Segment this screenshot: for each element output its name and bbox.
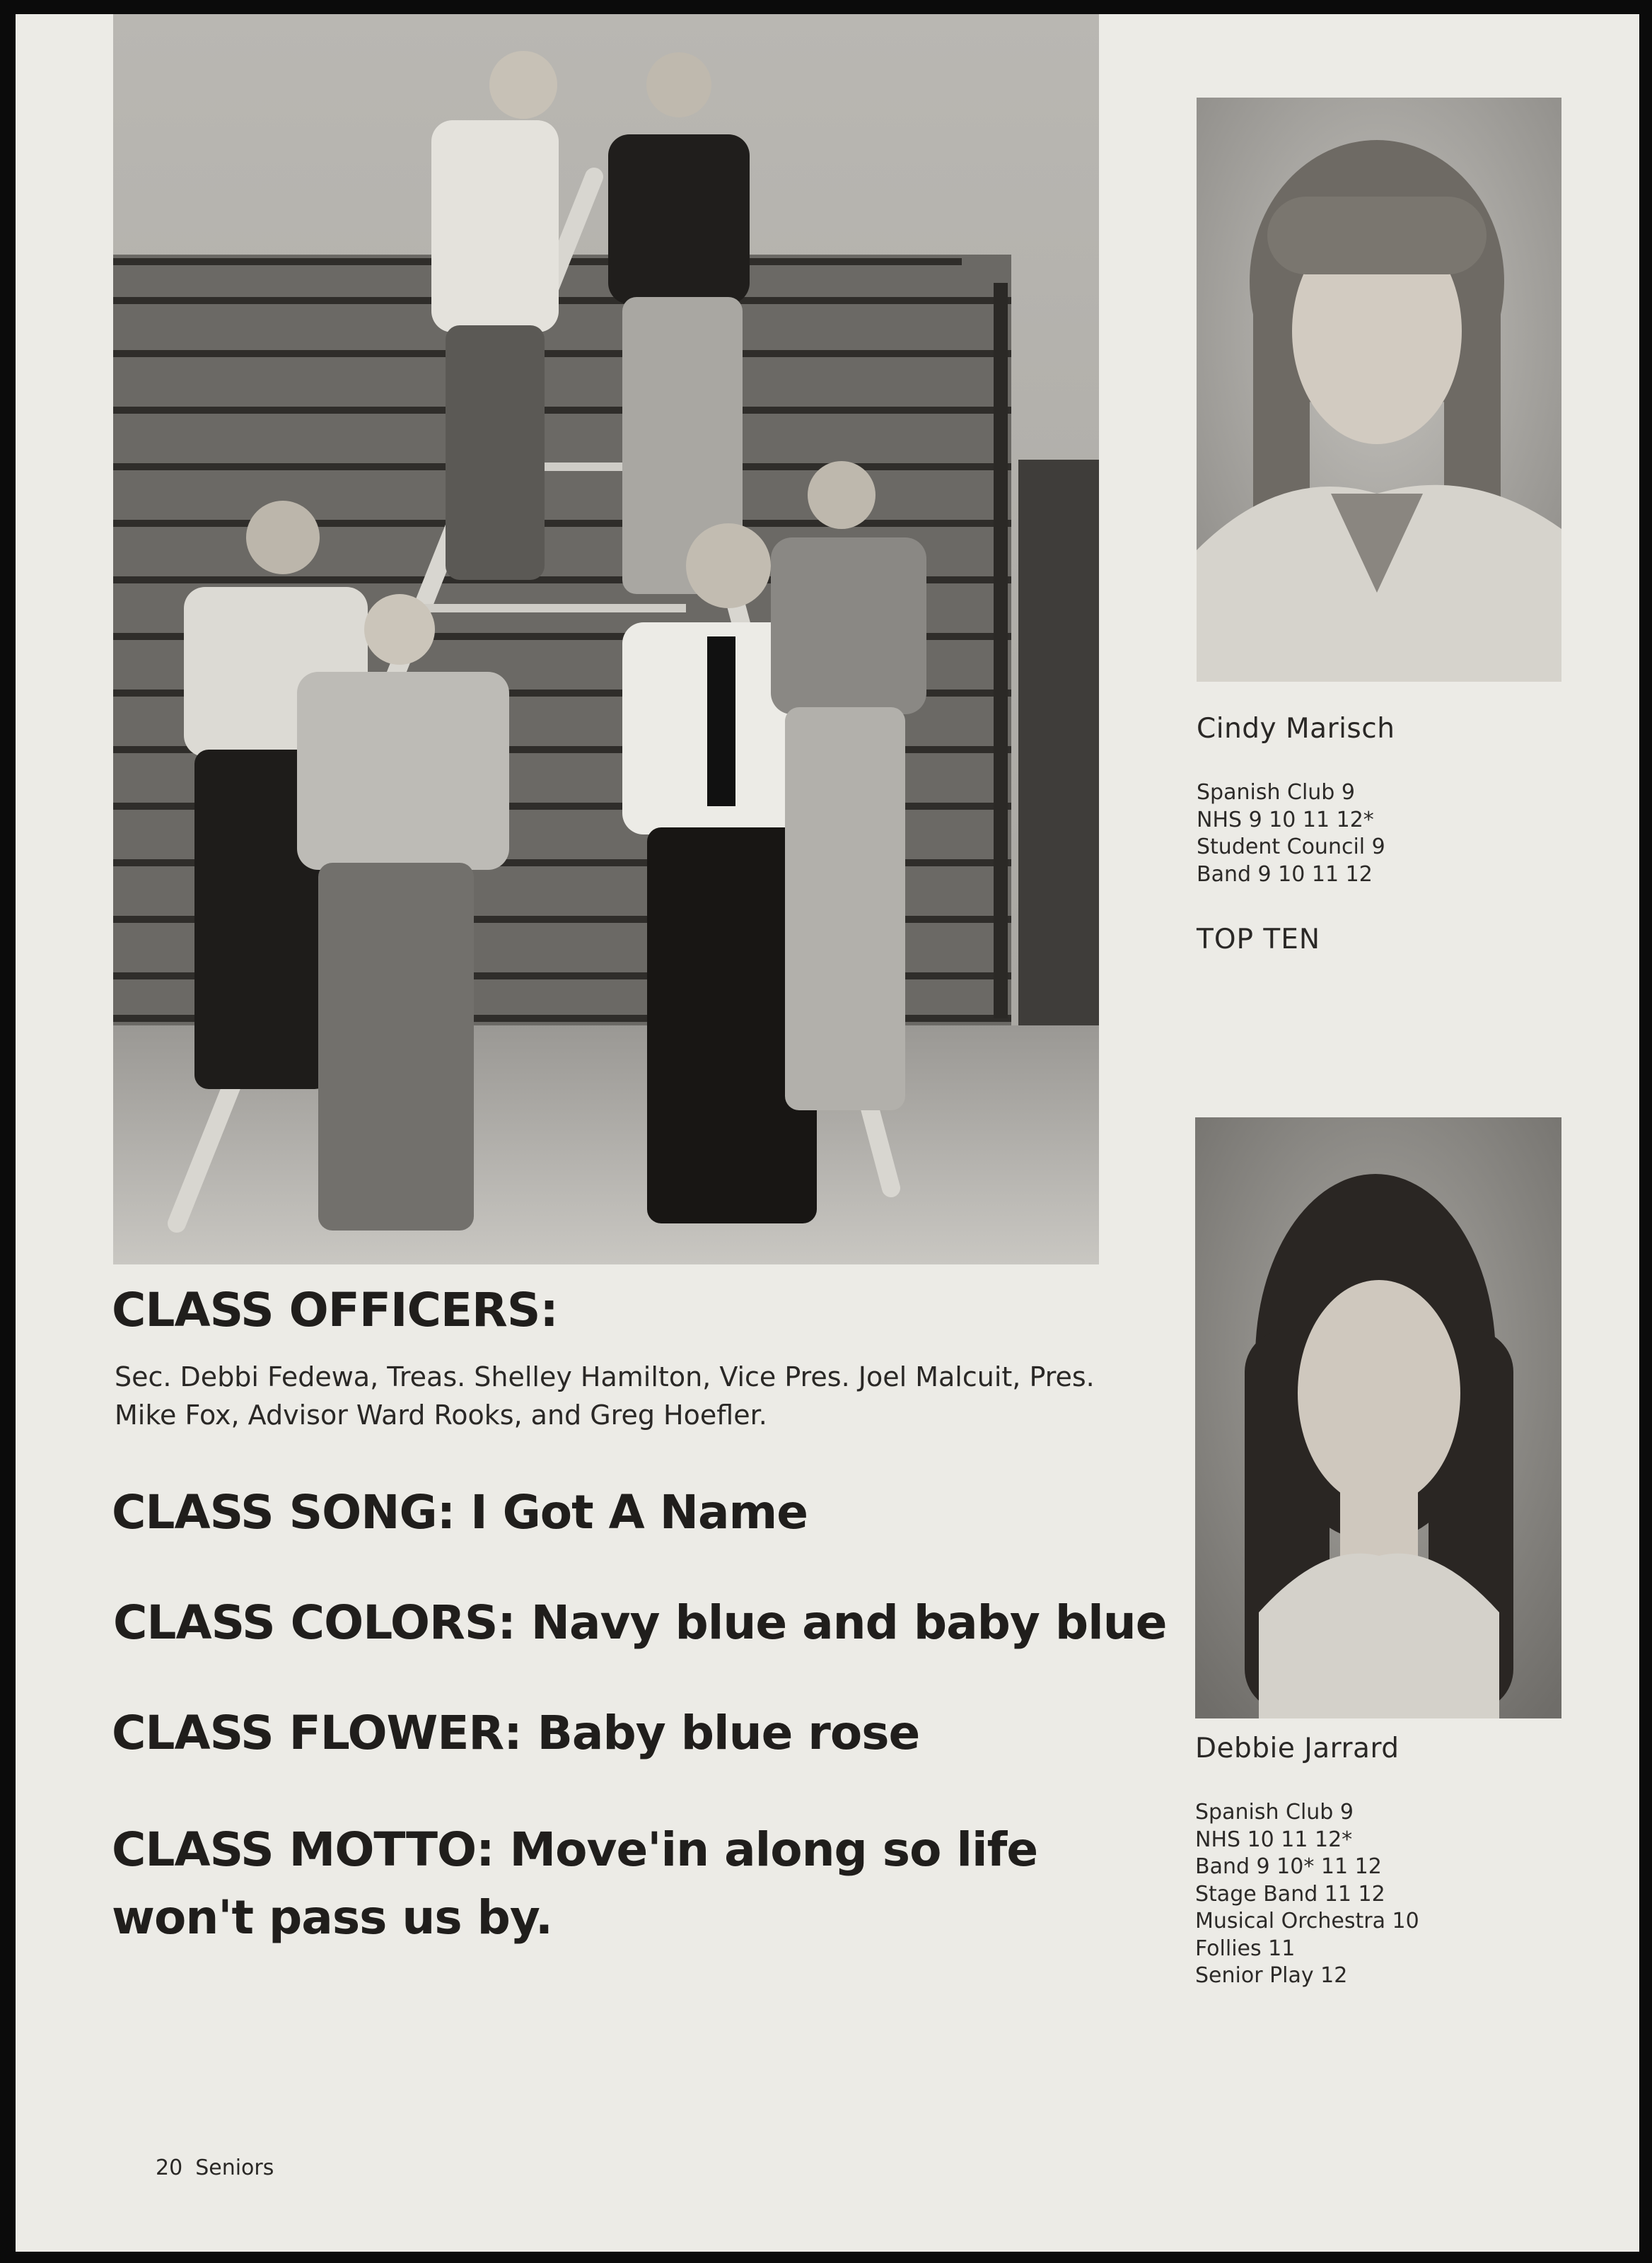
activity-list bbox=[1195, 1799, 1419, 1990]
class-officers-heading: CLASS OFFICERS: bbox=[112, 1283, 558, 1337]
portrait-graphic bbox=[1195, 1117, 1561, 1718]
honor-label: TOP TEN bbox=[1197, 924, 1321, 955]
class-motto: CLASS MOTTO: Move'in along so life won't pass us by. bbox=[112, 1822, 1038, 1945]
class-officers-caption: Sec. Debbi Fedewa, Treas. Shelley Hamilton, Vice Pres. Joel Malcuit, Pres. Mike Fox, Advisor Ward Rooks, and Greg Hoefler. bbox=[115, 1361, 1095, 1431]
portrait-graphic bbox=[1197, 98, 1561, 682]
section-name: Seniors bbox=[195, 2156, 274, 2180]
page-footer bbox=[156, 2156, 286, 2180]
activity-list bbox=[1197, 779, 1385, 888]
class-flower: CLASS FLOWER: Baby blue rose bbox=[112, 1706, 920, 1760]
profile-name: Debbie Jarrard bbox=[1195, 1733, 1400, 1764]
yearbook-page bbox=[16, 14, 1639, 2252]
profile-name: Cindy Marisch bbox=[1197, 713, 1395, 745]
activity-item: Band 9 10 11 12 bbox=[1197, 861, 1373, 887]
class-colors: CLASS COLORS: Navy blue and baby blue bbox=[113, 1595, 1167, 1650]
activity-item: Band 9 10* 11 12 bbox=[1195, 1854, 1382, 1879]
activity-item: Musical Orchestra 10 bbox=[1195, 1909, 1419, 1933]
portrait-cindy-marisch bbox=[1197, 98, 1561, 682]
activity-item: Stage Band 11 12 bbox=[1195, 1881, 1385, 1907]
page-number: 20 bbox=[156, 2156, 183, 2180]
activity-item: NHS 9 10 11 12* bbox=[1197, 807, 1374, 832]
activity-item: Spanish Club 9 bbox=[1197, 780, 1355, 805]
class-officers-photo bbox=[113, 14, 1099, 1264]
activity-item: Student Council 9 bbox=[1197, 834, 1385, 859]
activity-item: Spanish Club 9 bbox=[1195, 1800, 1354, 1825]
activity-item: NHS 10 11 12* bbox=[1195, 1827, 1353, 1852]
class-song: CLASS SONG: I Got A Name bbox=[112, 1485, 808, 1540]
class-officers-photo-graphic bbox=[113, 14, 1099, 1264]
activity-item: Follies 11 bbox=[1195, 1936, 1296, 1961]
portrait-debbie-jarrard bbox=[1195, 1117, 1561, 1718]
activity-item: Senior Play 12 bbox=[1195, 1963, 1348, 1988]
